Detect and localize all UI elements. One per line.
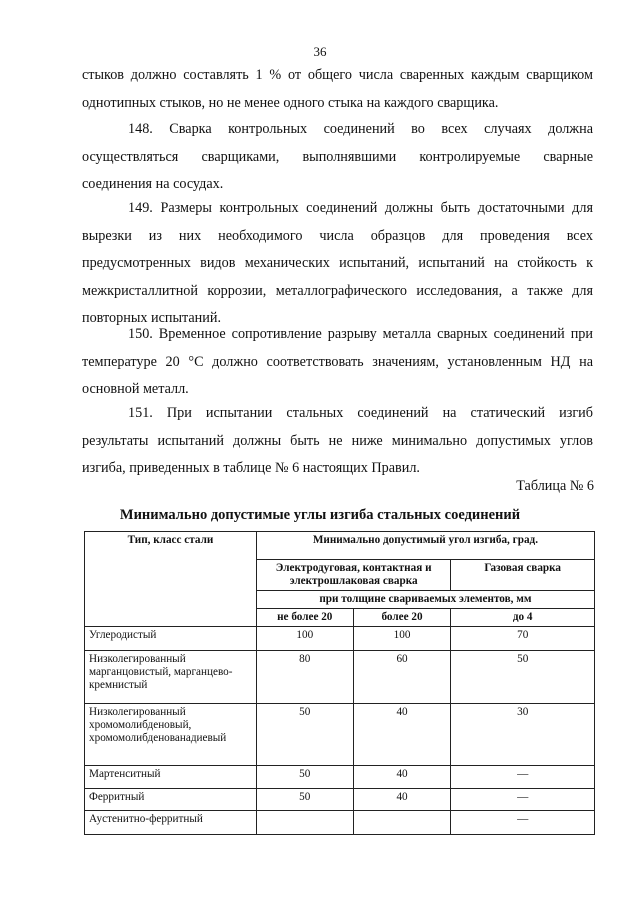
text-line: повторных испытаний. [82, 310, 222, 326]
text-line: предусмотренных видов механических испытаний, испытаний на стойкость к [82, 255, 593, 271]
paragraph-continuation [82, 62, 593, 117]
text-line: температуре 20 °С должно соответствовать значениям, установленным НД на [82, 353, 593, 370]
text-line: осуществляться сварщиками, выполнявшими контролируемые сварные [82, 148, 593, 165]
value-cell: — [451, 811, 595, 835]
steel-type-cell: Низколегированный марганцовистый, марганцево-кремнистый [85, 651, 257, 704]
text-line: 150. Временное сопротивление разрыву металла сварных соединений при [128, 326, 593, 342]
paragraph-149 [82, 195, 593, 333]
value-cell: 40 [353, 766, 451, 789]
text-line: основной металл. [82, 381, 189, 397]
value-cell: 100 [353, 627, 451, 651]
value-cell [353, 811, 451, 835]
value-cell: 40 [353, 704, 451, 766]
header-col-le20: не более 20 [256, 609, 353, 627]
text-line: результаты испытаний должны быть не ниже минимально допустимых углов [82, 432, 593, 449]
header-min-angle: Минимально допустимый угол изгиба, град. [256, 532, 594, 560]
text-line: однотипных стыков, но не менее одного стыка на каждого сварщика. [82, 94, 499, 111]
value-cell: 100 [256, 627, 353, 651]
page-number: 36 [313, 44, 327, 59]
table-row [85, 789, 595, 811]
table-row [85, 627, 595, 651]
value-cell: 50 [451, 651, 595, 704]
text-line: стыков должно составлять 1 % от общего числа сваренных каждым сварщиком [82, 67, 593, 83]
value-cell: 50 [256, 789, 353, 811]
value-cell [256, 811, 353, 835]
value-cell: 50 [256, 766, 353, 789]
header-steel-type: Тип, класс стали [85, 532, 257, 627]
value-cell: 40 [353, 789, 451, 811]
steel-type-cell: Аустенитно-ферритный [85, 811, 257, 835]
text-line: соединения на сосудах. [82, 176, 224, 192]
steel-type-cell: Мартенситный [85, 766, 257, 789]
steel-type-cell: Ферритный [85, 789, 257, 811]
value-cell: 30 [451, 704, 595, 766]
value-cell: 50 [256, 704, 353, 766]
value-cell: 60 [353, 651, 451, 704]
header-col-gt20: более 20 [353, 609, 451, 627]
header-thickness: при толщине свариваемых элементов, мм [256, 591, 594, 609]
text-line: 151. При испытании стальных соединений на статический изгиб [128, 405, 593, 421]
paragraph-150 [82, 321, 593, 404]
table-row [85, 704, 595, 766]
table-label: Таблица № 6 [516, 478, 594, 494]
header-gas-welding: Газовая сварка [451, 560, 595, 591]
table-row [85, 811, 595, 835]
text-line: 149. Размеры контрольных соединений должны быть достаточными для [128, 200, 593, 216]
paragraph-151 [82, 400, 593, 483]
text-line: 148. Сварка контрольных соединений во всех случаях должна [128, 121, 593, 137]
text-line: межкристаллитной коррозии, металлографического исследования, а также для [82, 282, 593, 299]
table-row [85, 651, 595, 704]
value-cell: — [451, 789, 595, 811]
steel-type-cell: Углеродистый [85, 627, 257, 651]
text-line: изгиба, приведенных в таблице № 6 настоящих Правил. [82, 460, 420, 476]
value-cell: — [451, 766, 595, 789]
paragraph-148 [82, 116, 593, 199]
header-col-to4: до 4 [451, 609, 595, 627]
steel-type-cell: Низколегированный хромомолибденовый, хромомолибденованадиевый [85, 704, 257, 766]
table-row [85, 766, 595, 789]
bend-angle-table [84, 531, 595, 835]
table-title: Минимально допустимые углы изгиба стальных соединений [119, 507, 521, 523]
value-cell: 80 [256, 651, 353, 704]
header-electric-welding: Электродуговая, контактная и электрошлаковая сварка [256, 560, 451, 591]
text-line: вырезки из них необходимого числа образцов для проведения всех [82, 227, 593, 244]
value-cell: 70 [451, 627, 595, 651]
